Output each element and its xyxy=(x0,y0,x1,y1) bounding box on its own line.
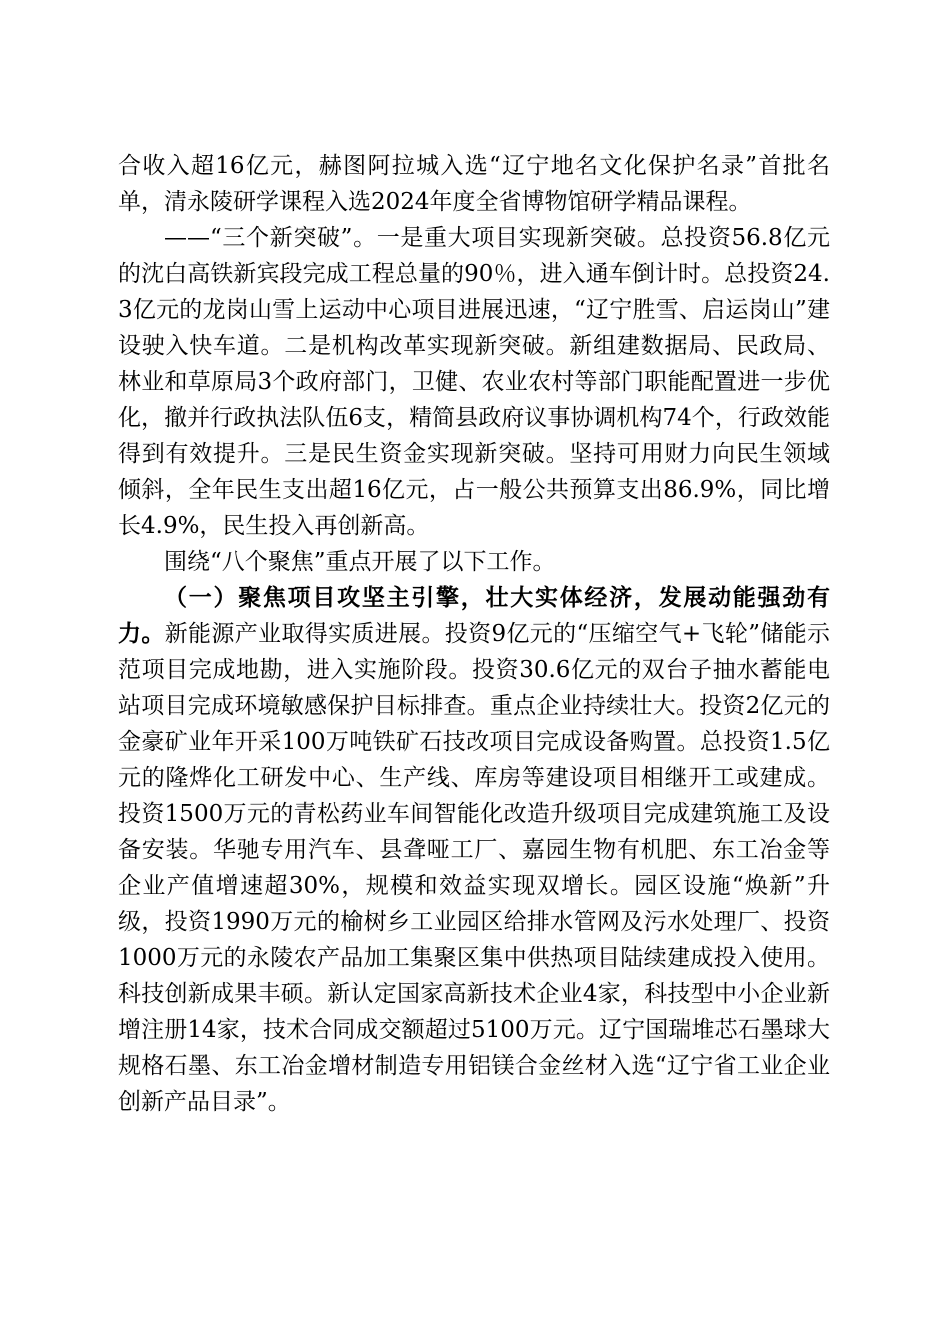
paragraph-three-breakthroughs: ——“三个新突破”。一是重大项目实现新突破。总投资56.8亿元的沈白高铁新宾段完成工程总量的90％，进入通车倒计时。总投资24.3亿元的龙岗山雪上运动中心项目进展迅速，“辽宁胜雪、启运岗山”建设驶入快车道。二是机构改革实现新突破。新组建数据局、民政局、林业和草原局3个政府部门，卫健、农业农村等部门职能配置进一步优化，撤并行政执法队伍6支，精简县政府议事协调机构74个，行政效能得到有效提升。三是民生资金实现新突破。坚持可用财力向民生领域倾斜，全年民生支出超16亿元，占一般公共预算支出86.9%，同比增长4.9%，民生投入再创新高。 xyxy=(118,225,830,539)
paragraph-eight-focuses-intro: 围绕“八个聚焦”重点开展了以下工作。 xyxy=(164,549,556,575)
paragraph-section-one xyxy=(118,580,830,1120)
section-one-heading: （一）聚焦项目攻坚主引擎，壮大实体经济，发展动能强劲有力。 xyxy=(118,584,830,647)
paragraph-continuation: 合收入超16亿元，赫图阿拉城入选“辽宁地名文化保护名录”首批名单，清永陵研学课程入选2024年度全省博物馆研学精品课程。 xyxy=(118,153,830,215)
document-body xyxy=(118,148,830,1120)
section-one-body: 新能源产业取得实质进展。投资9亿元的“压缩空气+飞轮”储能示范项目完成地勘，进入实施阶段。投资30.6亿元的双台子抽水蓄能电站项目完成环境敏感保护目标排查。重点企业持续壮大。投资2亿元的金豪矿业年开采100万吨铁矿石技改项目完成设备购置。总投资1.5亿元的隆烨化工研发中心、生产线、库房等建设项目相继开工或建成。投资1500万元的青松药业车间智能化改造升级项目完成建筑施工及设备安装。华驰专用汽车、县聋哑工厂、嘉园生物有机肥、东工冶金等企业产值增速超30%，规模和效益实现双增长。园区设施“焕新”升级，投资1990万元的榆树乡工业园区给排水管网及污水处理厂、投资1000万元的永陵农产品加工集聚区集中供热项目陆续建成投入使用。科技创新成果丰硕。新认定国家高新技术企业4家，科技型中小企业新增注册14家，技术合同成交额超过5100万元。辽宁国瑞堆芯石墨球大规格石墨、东工冶金增材制造专用铝镁合金丝材入选“辽宁省工业企业创新产品目录”。 xyxy=(118,621,831,1115)
